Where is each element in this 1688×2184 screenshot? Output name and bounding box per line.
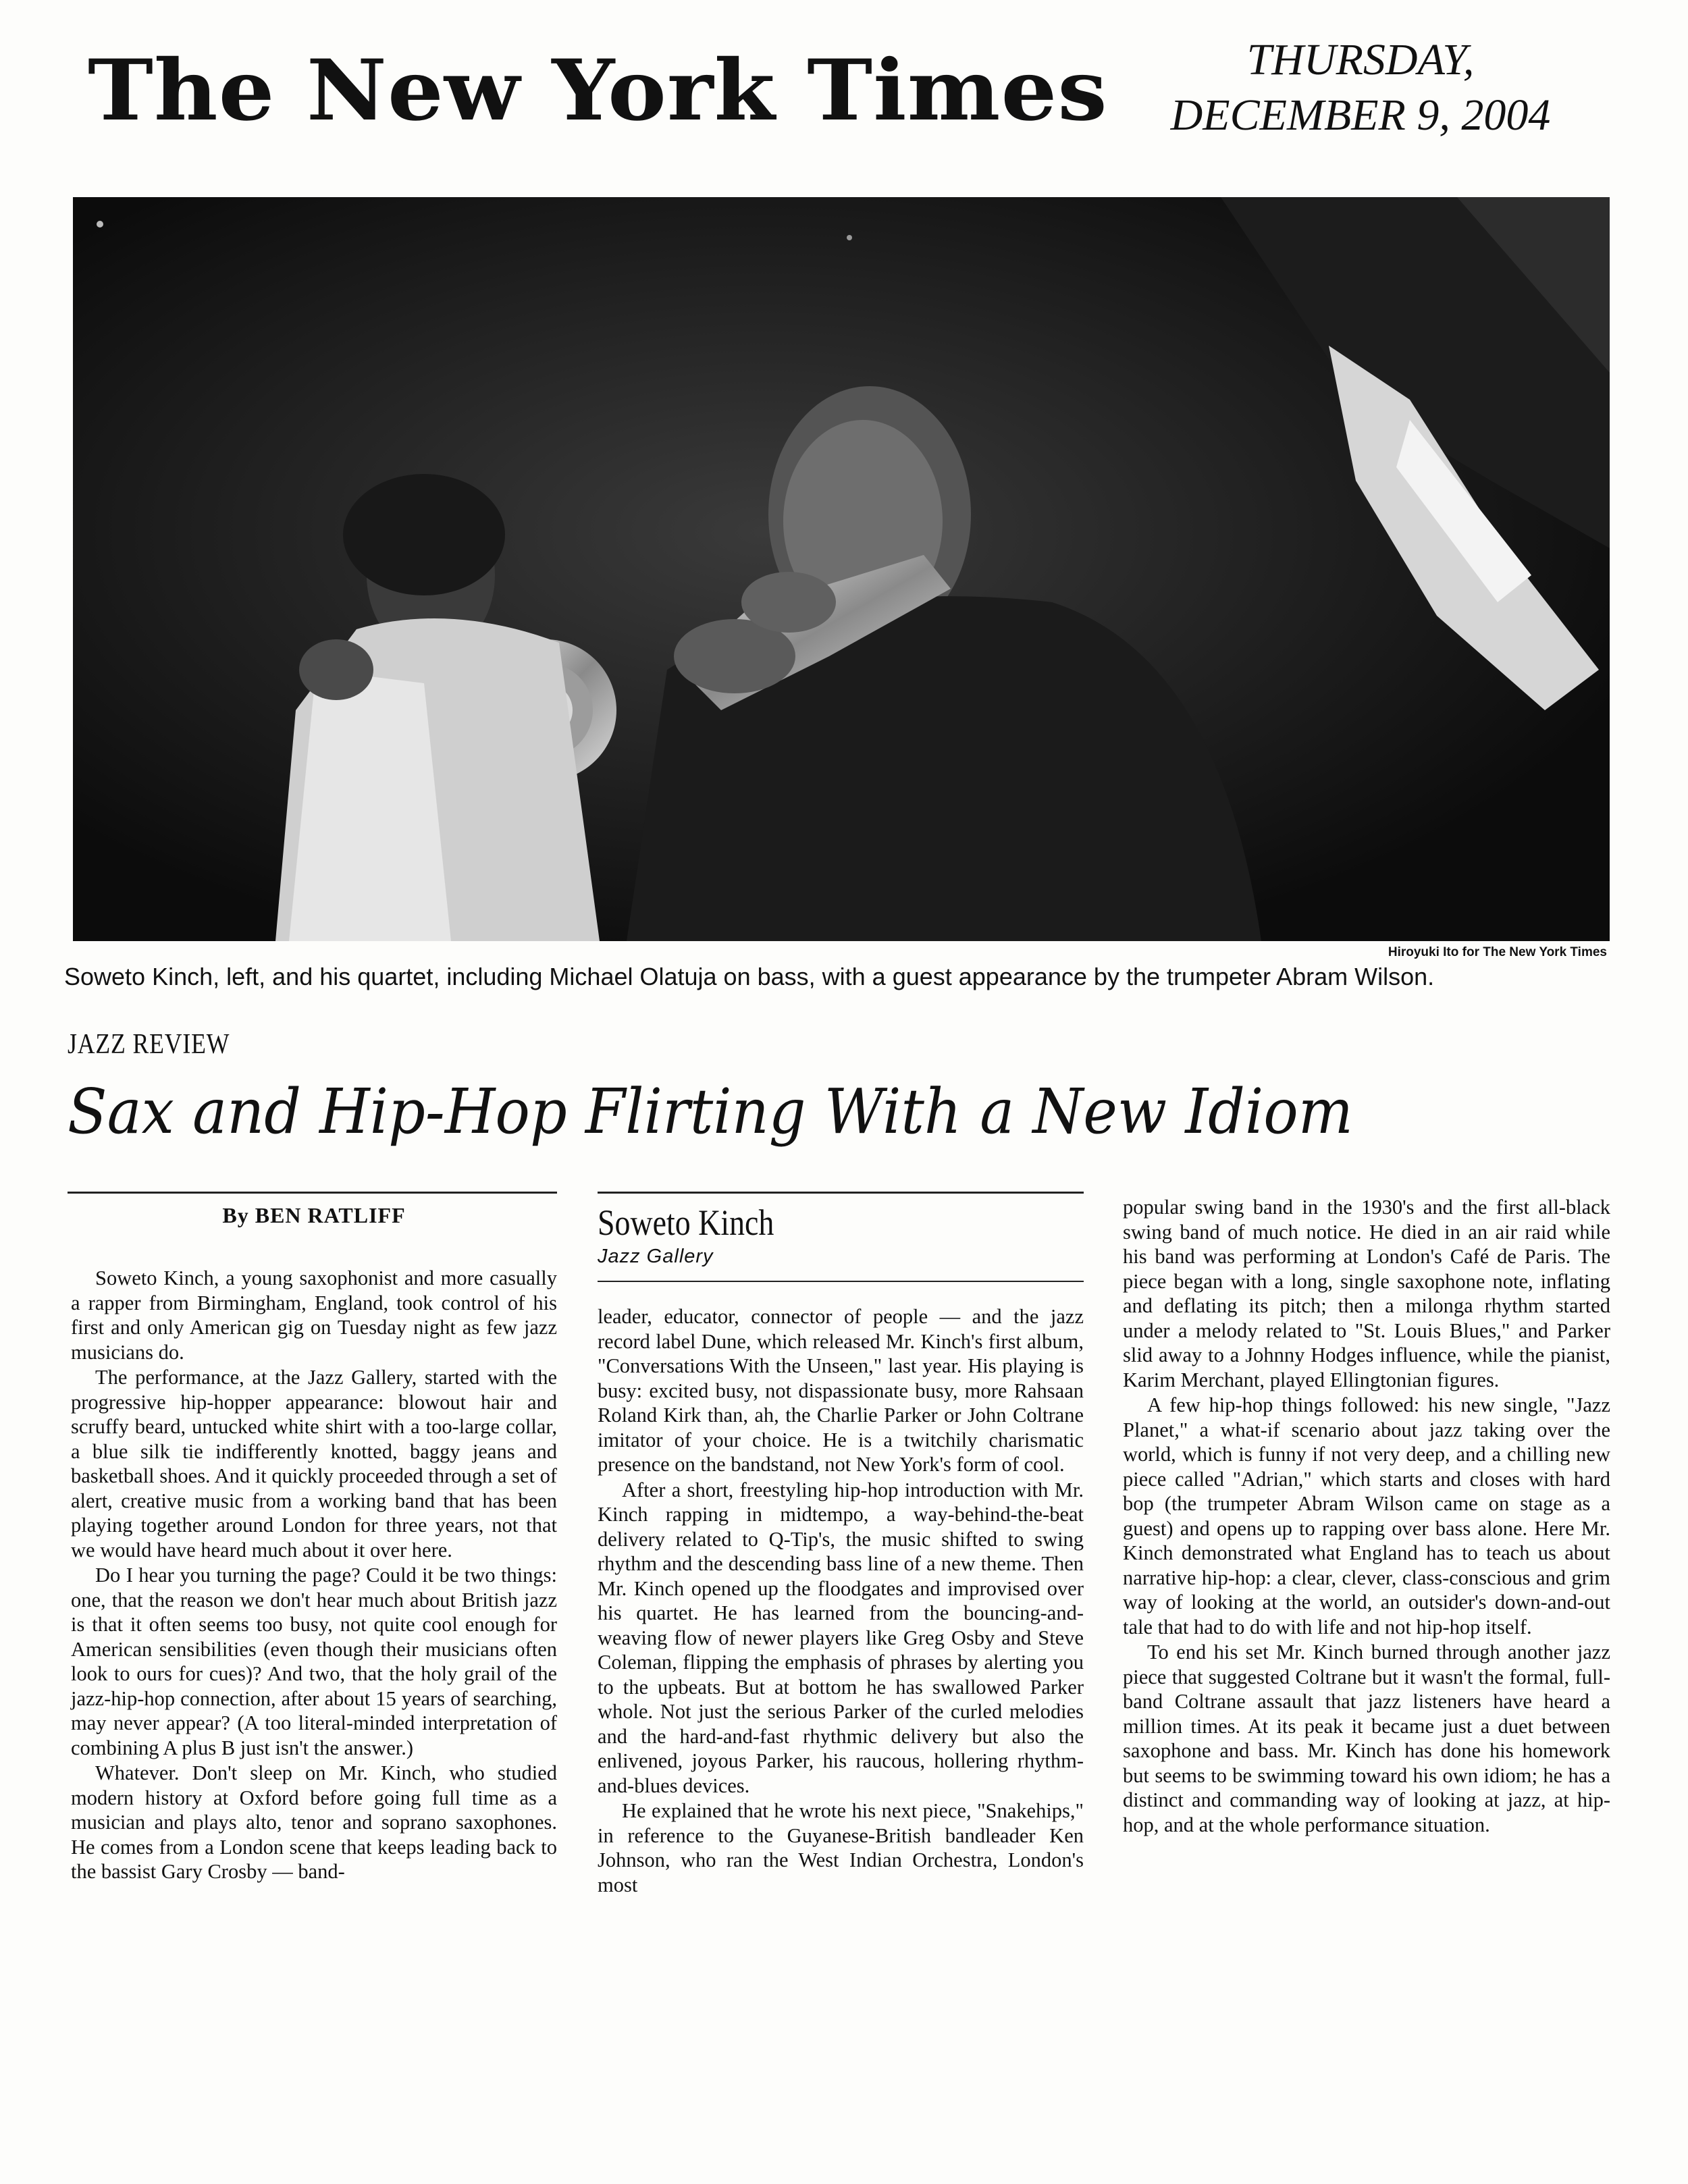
- paragraph: Whatever. Don't sleep on Mr. Kinch, who studied modern history at Oxford before going full time as a musician and plays alto, tenor and soprano saxophones. He comes from a London scene that keeps leading back to the bassist Gary Crosby — band-: [71, 1761, 557, 1883]
- photo-caption: Soweto Kinch, left, and his quartet, including Michael Olatuja on bass, with a guest appearance by the trumpeter Abram Wilson.: [64, 963, 1435, 990]
- dateline-weekday: THURSDAY,: [1246, 35, 1475, 84]
- article-column-1: [71, 1266, 557, 1885]
- concert-photo: [73, 197, 1610, 941]
- paragraph-continued: popular swing band in the 1930's and the first all-black swing band of much notice. He died in an air raid while his band was performing at London's Café de Paris. The piece began with a long, single saxophone note, inflating and deflating its pitch; then a milonga rhythm started under a melody related to "St. Louis Blues," and Parker slid away to a Johnny Hodges influence, while the pianist, Karim Merchant, played Ellingtonian figures.: [1123, 1196, 1610, 1391]
- section-kicker: JAZZ REVIEW: [68, 1029, 230, 1060]
- newspaper-masthead: The New York Times: [88, 42, 1108, 140]
- paragraph: He explained that he wrote his next piece, "Snakehips," in reference to the Guyanese-British bandleader Ken Johnson, who ran the West Indian Orchestra, London's most: [598, 1799, 1084, 1896]
- photo-credit: Hiroyuki Ito for The New York Times: [1388, 945, 1607, 959]
- column-rule-1: [68, 1192, 557, 1194]
- infobox-venue: Jazz Gallery: [598, 1246, 714, 1267]
- paragraph: Soweto Kinch, a young saxophonist and more casually a rapper from Birmingham, England, took control of his first and only American gig on Tuesday night as few jazz musicians do.: [71, 1267, 557, 1364]
- paragraph: After a short, freestyling hip-hop introduction with Mr. Kinch rapping in midtempo, a way-behind-the-beat delivery related to Q-Tip's, the music shifted to swing rhythm and the descending bass line of a new theme. Then Mr. Kinch opened up the floodgates and improvised over his quartet. He has learned from the bouncing-and-weaving flow of newer players like Greg Osby and Steve Coleman, flipping the emphasis of phrases by alerting you to the upbeats. But at bottom he has swallowed Parker whole. Not just the serious Parker of the curled melodies and the hard-and-fast rhythmic delivery but also the enlivened, joyous Parker, his raucous, hollering rhythm-and-blues devices.: [598, 1478, 1084, 1797]
- byline: By BEN RATLIFF: [222, 1203, 406, 1227]
- paragraph: To end his set Mr. Kinch burned through another jazz piece that suggested Coltrane but it wasn't the formal, full-band Coltrane assault that jazz listeners have heard a million times. At its peak it became just a duet between saxophone and bass. Mr. Kinch has done his homework but seems to be swimming toward his own idiom; he has a distinct and commanding way of looking at jazz, at hip-hop, and at the whole performance situation.: [1123, 1641, 1610, 1836]
- infobox-title: Soweto Kinch: [598, 1202, 774, 1243]
- paragraph: Do I hear you turning the page? Could it be two things: one, that the reason we don't hear much about British jazz is that it often seems too busy, not quite cool enough for American sensibilities (even though their musicians often look to ours for cues)? And two, that the holy grail of the jazz-hip-hop connection, after about 15 years of searching, may never appear? (A too literal-minded interpretation of combining A plus B just isn't the answer.): [71, 1564, 557, 1759]
- paragraph: A few hip-hop things followed: his new single, "Jazz Planet," a what-if scenario about jazz taking over the world, which is funny if not very deep, and a chilling new piece called "Adrian," which starts and closes with hard bop (the trumpeter Abram Wilson came on stage as a guest) and opens up to rapping over bass alone. Here Mr. Kinch demonstrated what England has to teach us about narrative hip-hop: a clear, clever, class-conscious and grim way of looking at the world, an outsider's down-and-out tale that had to do with life and not hip-hop itself.: [1123, 1393, 1610, 1639]
- article-column-3: [1123, 1195, 1610, 1838]
- paragraph-continued: leader, educator, connector of people — and the jazz record label Dune, which released Mr. Kinch's first album, "Conversations With the Unseen," last year. His playing is busy: excited busy, not dispassionate busy, more Rahsaan Roland Kirk than, ah, the Charlie Parker or John Coltrane imitator of your choice. He is a twitchily charismatic presence on the bandstand, not New York's form of cool.: [598, 1305, 1084, 1476]
- dateline: [1094, 32, 1627, 143]
- paragraph: The performance, at the Jazz Gallery, started with the progressive hip-hopper appearance: blowout hair and scruffy beard, untucked white shirt with a too-large collar, a blue silk tie indifferently knotted, baggy jeans and basketball shoes. And it quickly proceeded through a set of alert, creative music from a working band that has been playing together around London for three years, not that we would have heard much about it over here.: [71, 1366, 557, 1562]
- article-column-2: [598, 1304, 1084, 1898]
- dateline-date: DECEMBER 9, 2004: [1170, 90, 1551, 140]
- article-headline: Sax and Hip-Hop Flirting With a New Idiom: [68, 1075, 1353, 1148]
- infobox-rule: [598, 1281, 1084, 1282]
- column-rule-2: [598, 1192, 1084, 1194]
